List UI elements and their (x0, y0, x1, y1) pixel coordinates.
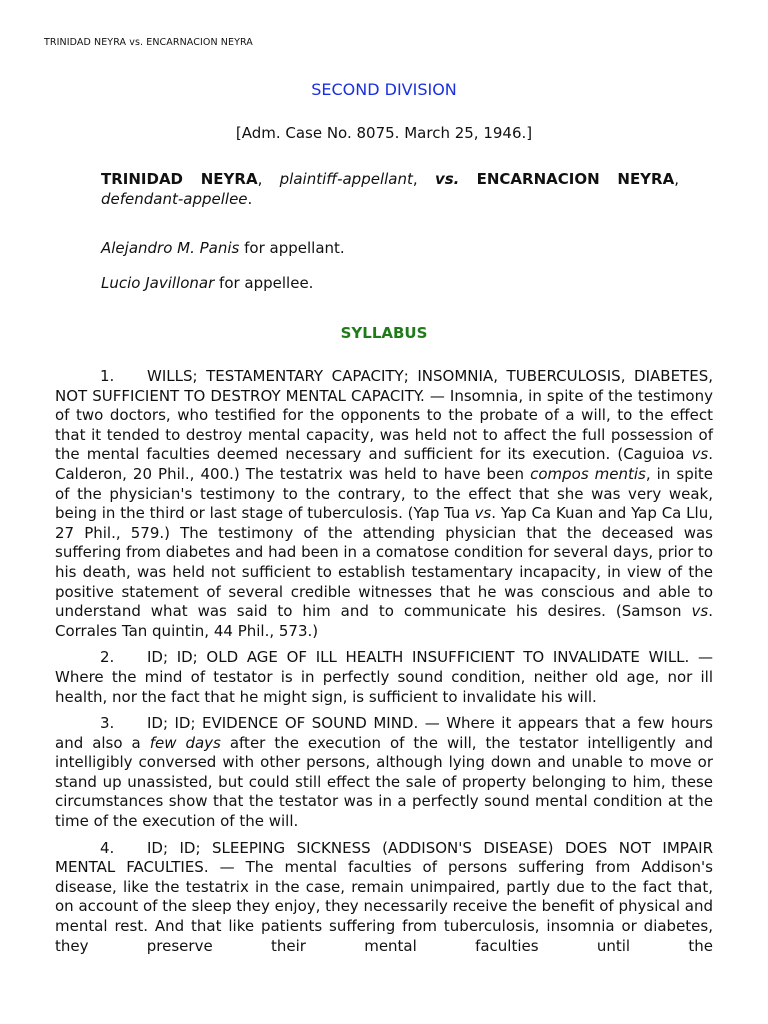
emphasis-text: few days (149, 733, 221, 752)
separator (459, 170, 476, 188)
paragraph-number: 3. (100, 714, 115, 733)
syllabus-body (55, 367, 713, 963)
syllabus-paragraph-2 (55, 648, 713, 707)
paragraph-number: 2. (100, 648, 115, 667)
syllabus-paragraph-3 (55, 714, 713, 832)
latin-term: compos mentis (530, 464, 646, 483)
counsel-name: Lucio Javillonar (101, 274, 215, 292)
versus-italic: vs (691, 602, 709, 621)
paragraph-text: after the execution of the will, the testator intelligently and intelligibly conversed with other persons, although lying down and unable to move or stand up unassisted, but could still effect the sale of property belonging to him, these circumstances show that the testator was in a perfectly sound mental condition at the time of the execution of the will. (55, 733, 713, 831)
paragraph-text: . Corrales Tan quintin, 44 Phil., 573.) (55, 602, 713, 640)
syllabus-paragraph-4 (55, 839, 713, 957)
case-parties (101, 169, 679, 209)
versus-label: vs. (434, 170, 460, 188)
case-number: [Adm. Case No. 8075. March 25, 1946.] (235, 124, 533, 142)
counsel-appellant (101, 239, 345, 257)
plaintiff-role: plaintiff-appellant (279, 170, 413, 188)
plaintiff-name: TRINIDAD NEYRA (101, 170, 258, 188)
division-heading: SECOND DIVISION (311, 80, 457, 99)
separator: , (412, 170, 435, 188)
syllabus-paragraph-1 (55, 367, 713, 641)
versus-italic: vs (474, 504, 492, 523)
paragraph-text: WILLS; TESTAMENTARY CAPACITY; INSOMNIA, TUBERCULOSIS, DIABETES, NOT SUFFICIENT TO DESTROY MENTAL CAPACITY. — Insomnia, in spite of the testimony of two doctors, who testified for the opponents to the probate of a will, to the effect that it tended to destroy mental capacity, was held not to affect the full possession of the mental faculties deemed necessary and sufficient for its execution. (Caguioa (55, 367, 713, 464)
defendant-name: ENCARNACION NEYRA (476, 170, 675, 188)
counsel-role: for appellant. (239, 239, 345, 257)
separator: , (674, 170, 679, 188)
counsel-name: Alejandro M. Panis (101, 239, 240, 257)
syllabus-heading: SYLLABUS (340, 324, 428, 342)
paragraph-text: ID; ID; OLD AGE OF ILL HEALTH INSUFFICIENT TO INVALIDATE WILL. — Where the mind of testator is in perfectly sound condition, neither old age, nor ill health, nor the fact that he might sign, is sufficient to invalidate his will. (55, 648, 713, 706)
separator: . (247, 190, 253, 208)
paragraph-number: 1. (100, 367, 115, 385)
counsel-appellee (101, 274, 313, 292)
paragraph-text: , in spite of the physician's testimony to the contrary, to the effect that she was very weak, being in the third or last stage of tuberculosis. (Yap Tua (55, 464, 714, 523)
separator: , (257, 170, 280, 188)
counsel-role: for appellee. (214, 274, 314, 292)
paragraph-text: ID; ID; SLEEPING SICKNESS (ADDISON'S DISEASE) DOES NOT IMPAIR MENTAL FACULTIES. — The mental faculties of persons suffering from Addison's disease, like the testatrix in the case, remain unimpaired, partly due to the fact that, on account of the sleep they enjoy, they necessarily receive the benefit of physical and mental rest. And that like patients suffering from tuberculosis, insomnia or diabetes, they preserve their mental faculties until the (55, 838, 713, 955)
versus-italic: vs (691, 445, 709, 464)
defendant-role: defendant-appellee (101, 190, 248, 208)
paragraph-number: 4. (100, 838, 115, 857)
paragraph-text: . Yap Ca Kuan and Yap Ca Llu, 27 Phil., 579.) The testimony of the attending physician that the deceased was suffering from diabetes and had been in a comatose condition for several days, prior to his death, was held not sufficient to establish testamentary incapacity, in view of the positive statement of several credible witnesses that he was conscious and able to understand what was said to him and to communicate his desires. (Samson (55, 504, 713, 621)
running-head: TRINIDAD NEYRA vs. ENCARNACION NEYRA (44, 37, 253, 48)
paragraph-text: ID; ID; EVIDENCE OF SOUND MIND. — Where it appears that a few hours and also a (55, 714, 713, 752)
paragraph-text: . Calderon, 20 Phil., 400.) The testatrix was held to have been (55, 445, 713, 483)
